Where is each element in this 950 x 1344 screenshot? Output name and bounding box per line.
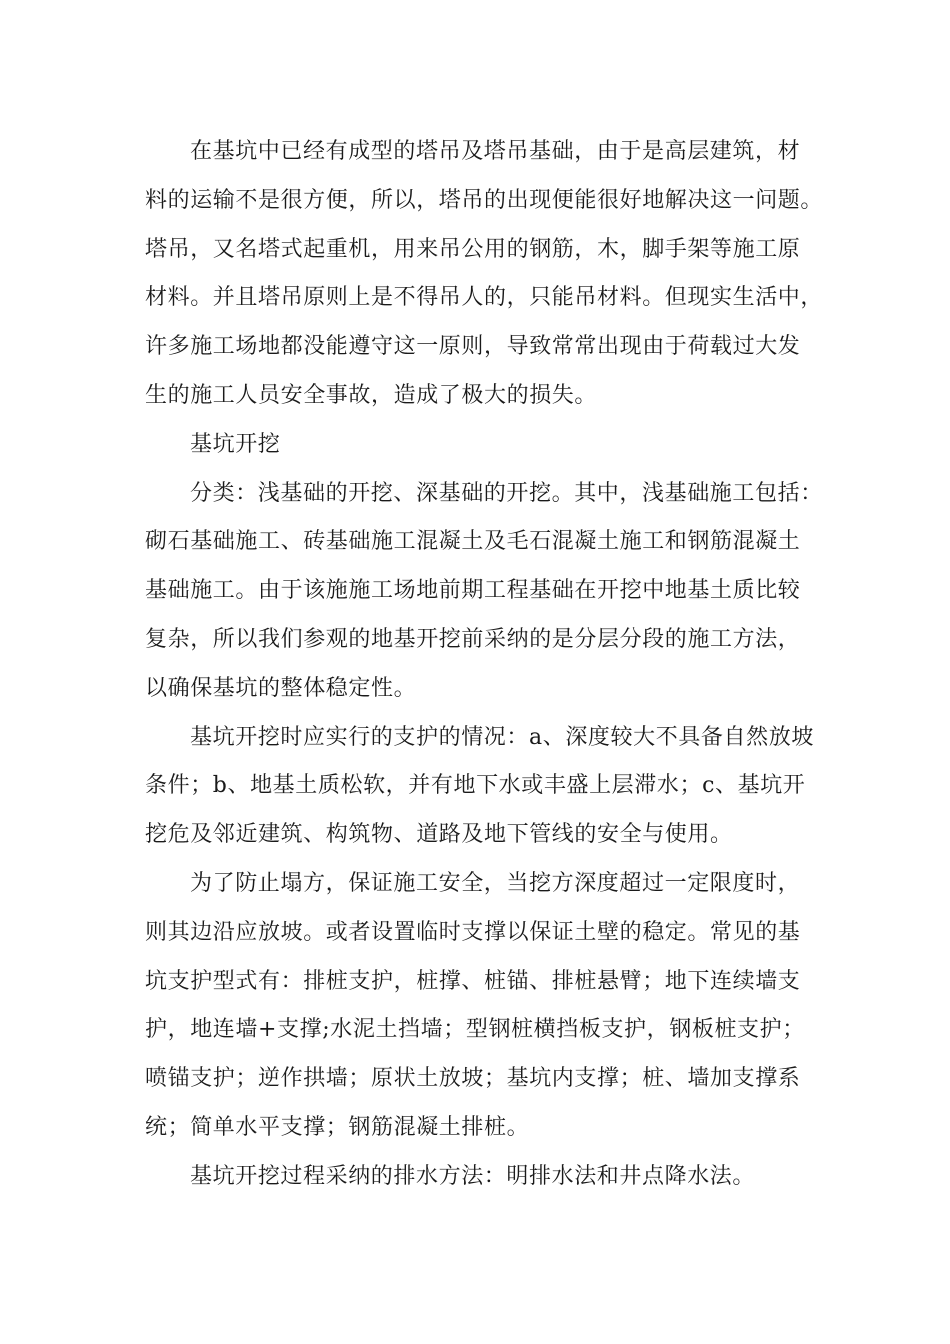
document-body [145, 128, 825, 1202]
paragraph-line: 塔吊，又名塔式起重机，用来吊公用的钢筋，木，脚手架等施工原 [145, 236, 801, 262]
paragraph-line: 基坑开挖时应实行的支护的情况：a、深度较大不具备自然放坡 [190, 724, 814, 750]
paragraph-line: 挖危及邻近建筑、构筑物、道路及地下管线的安全与使用。 [145, 822, 733, 848]
paragraph-line: 基坑开挖过程采纳的排水方法：明排水法和井点降水法。 [190, 1163, 756, 1189]
paragraph-line: 护，地连墙+支撑;水泥土挡墙；型钢桩横挡板支护，钢板桩支护； [145, 1017, 805, 1043]
paragraph-line: 许多施工场地都没能遵守这一原则，导致常常出现由于荷载过大发 [145, 334, 801, 360]
paragraph-line: 砌石基础施工、砖基础施工混凝土及毛石混凝土施工和钢筋混凝土 [145, 529, 801, 555]
paragraph-line: 料的运输不是很方便，所以，塔吊的出现便能很好地解决这一问题。 [145, 187, 824, 213]
paragraph-line: 则其边沿应放坡。或者设置临时支撑以保证土壁的稳定。常见的基 [145, 919, 801, 945]
paragraph-line: 喷锚支护；逆作拱墙；原状土放坡；基坑内支撑；桩、墙加支撑系 [145, 1066, 801, 1092]
paragraph-line: 分类：浅基础的开挖、深基础的开挖。其中，浅基础施工包括： [190, 480, 823, 506]
section-heading: 基坑开挖 [190, 431, 281, 457]
paragraph-line: 基础施工。由于该施施工场地前期工程基础在开挖中地基土质比较 [145, 578, 801, 604]
paragraph-line: 生的施工人员安全事故，造成了极大的损失。 [145, 382, 598, 408]
paragraph-line: 在基坑中已经有成型的塔吊及塔吊基础，由于是高层建筑，材 [190, 139, 801, 164]
paragraph-line: 以确保基坑的整体稳定性。 [145, 675, 417, 701]
paragraph-line: 材料。并且塔吊原则上是不得吊人的，只能吊材料。但现实生活中， [145, 285, 824, 311]
paragraph-line: 坑支护型式有：排桩支护，桩撑、桩锚、排桩悬臂；地下连续墙支 [145, 968, 801, 994]
paragraph-line: 为了防止塌方，保证施工安全，当挖方深度超过一定限度时， [190, 870, 801, 896]
paragraph-line: 复杂，所以我们参观的地基开挖前采纳的是分层分段的施工方法， [145, 626, 801, 652]
paragraph-line: 统；简单水平支撑；钢筋混凝土排桩。 [145, 1114, 530, 1140]
paragraph-line: 条件；b、地基土质松软，并有地下水或丰盛上层滞水；c、基坑开 [145, 773, 806, 799]
